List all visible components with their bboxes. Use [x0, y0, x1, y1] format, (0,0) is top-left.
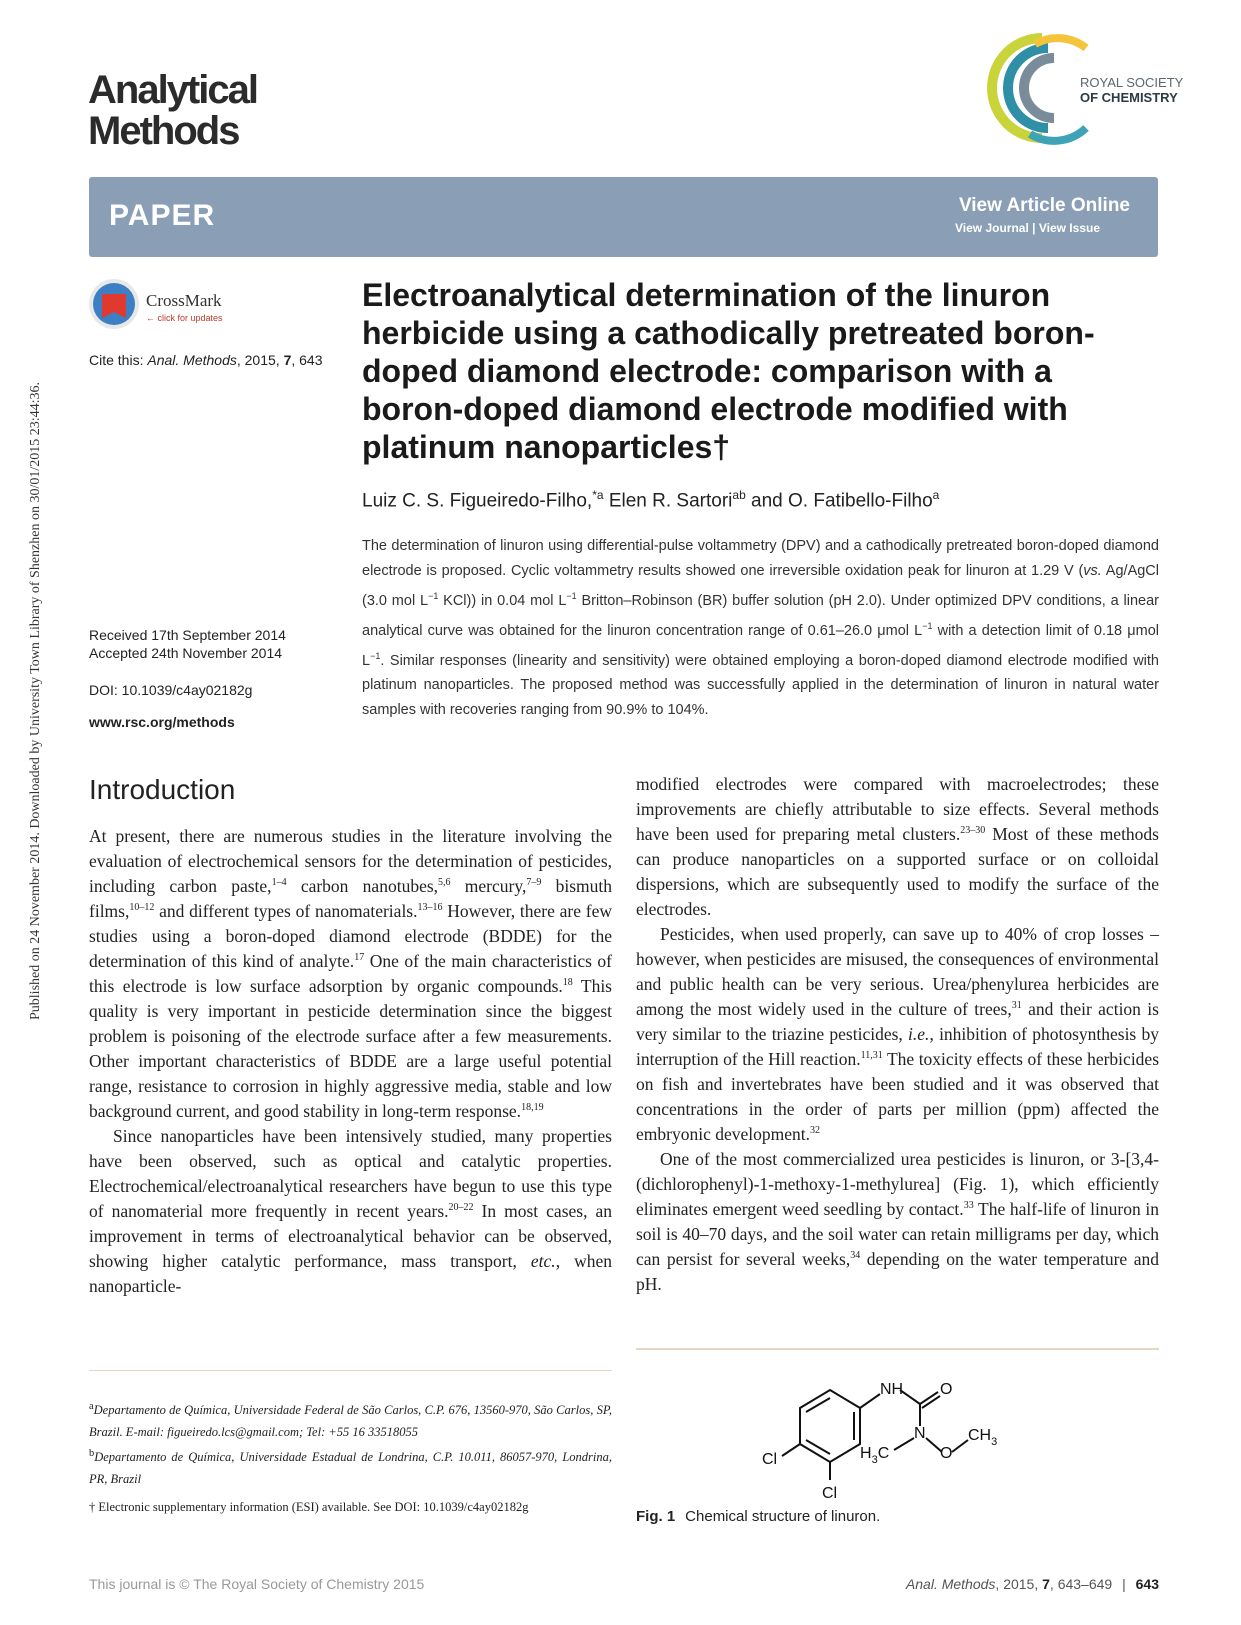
text: depending on the water temperature and pH.: [636, 1249, 1159, 1294]
footnote-divider: [89, 1370, 612, 1371]
citation-ref[interactable]: 32: [809, 1125, 820, 1137]
citation-ref[interactable]: 10–12: [129, 902, 155, 914]
view-journal-link[interactable]: View Journal: [954, 221, 1029, 235]
text: modified electrodes were compared with macroelectrodes; these improvements are chiefly attributable to size effects. Several methods have been used for preparing metal clusters.: [636, 774, 1159, 844]
text: Since nanoparticles have been intensively studied, many properties have been observed, such as optical and catalytic properties. Electrochemical/electroanalytical researchers have begun to use this type of nanomaterial more frequently in recent years.: [89, 1126, 612, 1221]
footer-pages: , 643–649: [1049, 1576, 1113, 1592]
abstract-text-6: . Similar responses (linearity and sensitivity) were obtained employing a boron-doped diamond electrode modified with platinum nanoparticles. The proposed method was successfully applied in the determination of linuron in natural water samples with recoveries ranging from 90.9% to 104%.: [362, 652, 1159, 719]
label-n: N: [914, 1425, 926, 1442]
footer-year: , 2015,: [995, 1576, 1043, 1592]
text: and their action is very similar to the triazine pesticides,: [636, 999, 1159, 1044]
text: bismuth films,: [89, 876, 612, 921]
footnotes: [89, 1396, 612, 1518]
abstract-text-5: with a detection limit of 0.18 μmol L: [362, 622, 1159, 669]
cite-page: , 643: [291, 352, 323, 368]
footer-volume: 7: [1042, 1576, 1050, 1592]
rsc-logo-mark: [992, 38, 1086, 141]
figure-divider: [636, 1348, 1159, 1350]
journal-website-link[interactable]: www.rsc.org/methods: [89, 714, 235, 730]
author-list: [362, 488, 939, 512]
footnote-esi: † Electronic supplementary information (ESI) available. See DOI: 10.1039/c4ay02182g: [89, 1500, 529, 1515]
author-1-affil: *a: [592, 488, 604, 502]
footnote-affiliation-b: [89, 1443, 612, 1490]
figure-caption-label: Fig. 1: [636, 1508, 676, 1525]
citation-ref[interactable]: 7–9: [526, 877, 542, 889]
crossmark-icon: [89, 279, 139, 329]
footer-journal: Anal. Methods: [905, 1576, 996, 1592]
body-column-left: [89, 824, 612, 1299]
text: , inhibition of photosynthesis by interruption of the Hill reaction.: [636, 1024, 1159, 1069]
abstract-sup-1: −1: [428, 591, 439, 601]
text: Pesticides, when used properly, can save up to 40% of crop losses – however, when pesticides are misused, the consequences of environmental and public health can be very serious. Urea/phenylurea herbicides are among the most widely used in the culture of trees,: [636, 924, 1159, 1019]
label-nh: NH: [880, 1381, 904, 1398]
text: However, there are few studies using a boron-doped diamond electrode (BDDE) for the determination of this kind of analyte.: [89, 901, 612, 971]
text: i.e.: [908, 1024, 930, 1044]
text: This quality is very important in pesticide determination since the biggest problem is poisoning of the electrode surface after a few measurements. Other important characteristics of BDDE are a large useful potential range, resistance to corrosion in highly aggressive media, stable and low background current, and good stability in long-term response.: [89, 976, 612, 1121]
text: carbon nanotubes,: [286, 876, 439, 896]
abstract-text-4: Britton–Robinson (BR) buffer solution (pH 2.0). Under optimized DPV conditions, a linear analytical curve was obtained for the linuron concentration range of 0.61–26.0 μmol L: [362, 592, 1159, 639]
accepted-date: Accepted 24th November 2014: [89, 645, 283, 661]
footer-separator: |: [1122, 1576, 1126, 1592]
footnote-mark: a: [89, 1401, 94, 1412]
intro-paragraph-3: [636, 772, 1159, 922]
abstract-text-3: KCl)) in 0.04 mol L: [438, 592, 567, 609]
banner-links: [955, 221, 1100, 235]
abstract: [362, 534, 1159, 723]
footnote-text: Departamento de Química, Universidade Estadual de Londrina, C.P. 10.011, 86057-970, Londrina, PR, Brazil: [89, 1450, 612, 1487]
citation-ref[interactable]: 23–30: [960, 825, 986, 837]
footnote-mark: b: [89, 1448, 95, 1460]
citation-ref[interactable]: 34: [850, 1250, 861, 1262]
label-ch3: $CH_3$: [968, 1427, 998, 1448]
rsc-logo-line1: ROYAL SOCIETY: [1080, 75, 1184, 90]
article-doi[interactable]: DOI: 10.1039/c4ay02182g: [89, 682, 253, 698]
intro-paragraph-4: [636, 922, 1159, 1147]
body-column-right: [636, 772, 1159, 1297]
cite-volume: 7: [283, 352, 292, 368]
citation-ref[interactable]: 18: [562, 977, 573, 989]
journal-name: [88, 70, 257, 152]
label-cl-bottom: Cl: [822, 1485, 838, 1502]
rsc-logo-line2: OF CHEMISTRY: [1080, 90, 1178, 105]
publication-side-note: [6, 240, 43, 1020]
cite-year: , 2015,: [236, 352, 284, 368]
article-dates: [89, 626, 286, 662]
abstract-sup-2: −1: [566, 591, 577, 601]
received-date: Received 17th September 2014: [89, 627, 286, 643]
banner-link-separator: |: [1032, 221, 1036, 235]
abstract-sup-3: −1: [922, 620, 933, 631]
article-type-banner: [89, 177, 1158, 257]
intro-paragraph-5: [636, 1147, 1159, 1297]
rsc-logo: [990, 30, 1184, 145]
citation-ref[interactable]: 31: [1011, 1000, 1022, 1012]
text: Most of these methods can produce nanoparticles on a supported surface or on colloidal dispersions, which are subsequently used to modify the surface of the electrodes.: [636, 824, 1159, 919]
text: etc.: [530, 1251, 556, 1271]
text: One of the most commercialized urea pesticides is linuron, or 3-[3,4-(dichlorophenyl)-1-methoxy-1-methylurea] (Fig. 1), which efficiently eliminates emergent weed seedling by contact.: [636, 1149, 1159, 1219]
footnote-text: Departamento de Química, Universidade Federal de São Carlos, C.P. 676, 13560-970, São Carlos, SP, Brazil. E-mail: figueiredo.lcs@gmail.com; Tel: +55 16 33518055: [89, 1403, 612, 1440]
citation-ref[interactable]: 13–16: [417, 902, 443, 914]
label-o-carbonyl: O: [940, 1381, 953, 1398]
side-note-text: Published on 24 November 2014. Downloaded by University Town Library of Shenzhen on 30/01/2015 23:44:36.: [28, 381, 43, 1020]
citation-ref[interactable]: 1–4: [271, 877, 287, 889]
introduction-heading: Introduction: [89, 774, 236, 805]
view-article-online-link[interactable]: View Article Online: [958, 195, 1130, 216]
article-type-label: PAPER: [109, 199, 216, 232]
view-issue-link[interactable]: View Issue: [1038, 221, 1100, 235]
label-cl-left: Cl: [762, 1451, 778, 1468]
citation-ref[interactable]: 17: [354, 952, 365, 964]
text: mercury,: [450, 876, 527, 896]
footer-copyright: This journal is © The Royal Society of Chemistry 2015: [89, 1576, 425, 1592]
author-3[interactable]: and O. Fatibello-Filho: [745, 490, 933, 512]
structure-bonds: [782, 1390, 968, 1480]
footer-citation: [906, 1576, 1159, 1592]
text: The toxicity effects of these herbicides on fish and invertebrates have been studied and it was observed that concentrations in the order of parts per million (ppm) affected the embryonic development.: [636, 1049, 1160, 1144]
abstract-text-1: The determination of linuron using differential-pulse voltammetry (DPV) and a cathodically pretreated boron-doped diamond electrode is proposed. Cyclic voltammetry results showed one irreversible oxidation peak for linuron at 1.29 V (: [362, 538, 1159, 579]
text: , when nanoparticle-: [89, 1251, 613, 1296]
text: and different types of nanomaterials.: [154, 901, 418, 921]
author-3-affil: a: [932, 488, 940, 502]
citation-ref[interactable]: 5,6: [438, 877, 451, 889]
author-2[interactable]: Elen R. Sartori: [603, 490, 733, 512]
crossmark-name: CrossMark: [146, 291, 222, 310]
journal-name-line1: Analytical: [88, 68, 257, 112]
abstract-sup-4: −1: [370, 650, 381, 661]
text: One of the main characteristics of this electrode is low surface adsorption by organic compounds.: [89, 951, 612, 996]
footnote-affiliation-a: [89, 1396, 612, 1443]
citation-ref[interactable]: 33: [963, 1200, 974, 1212]
intro-paragraph-1: [89, 824, 612, 1124]
abstract-vs: vs.: [1083, 563, 1102, 579]
intro-paragraph-2: [89, 1124, 612, 1299]
figure-caption-text: Chemical structure of linuron.: [685, 1508, 881, 1525]
author-2-affil: ab: [732, 488, 746, 502]
text: In most cases, an improvement in terms of electroanalytical behavior can be observed, showing higher catalytic performance, mass transport,: [89, 1201, 612, 1271]
label-o-methoxy: O: [940, 1445, 953, 1462]
citation-ref[interactable]: 11,31: [860, 1050, 883, 1062]
cite-journal: Anal. Methods: [147, 352, 237, 368]
linuron-structure-figure: [760, 1360, 1060, 1510]
cite-this: [89, 352, 323, 368]
abstract-text-2: Ag/AgCl (3.0 mol L: [362, 563, 1160, 609]
cite-prefix: Cite this:: [89, 352, 144, 368]
structure-labels: [762, 1381, 997, 1502]
article-title: Electroanalytical determination of the linuron herbicide using a cathodically pretreated boron-doped diamond electrode: comparison with a boron-doped diamond electrode modified with platinum nanoparticles†: [362, 277, 1095, 465]
text: At present, there are numerous studies in the literature involving the evaluation of electrochemical sensors for the determination of pesticides, including carbon paste,: [89, 826, 612, 896]
label-h3c: $H_3C$: [860, 1445, 890, 1466]
citation-ref[interactable]: 20–22: [448, 1202, 474, 1214]
footer-page-number: 643: [1135, 1576, 1159, 1592]
author-1[interactable]: Luiz C. S. Figueiredo-Filho,: [362, 490, 593, 512]
figure-caption: [636, 1508, 880, 1525]
text: The half-life of linuron in soil is 40–70 days, and the soil water can retain milligrams per day, which can persist for several weeks,: [636, 1199, 1159, 1269]
crossmark-sub: ← click for updates: [146, 313, 223, 323]
crossmark-badge[interactable]: [88, 278, 288, 334]
journal-name-line2: Methods: [88, 109, 239, 153]
citation-ref[interactable]: 18,19: [521, 1102, 544, 1114]
